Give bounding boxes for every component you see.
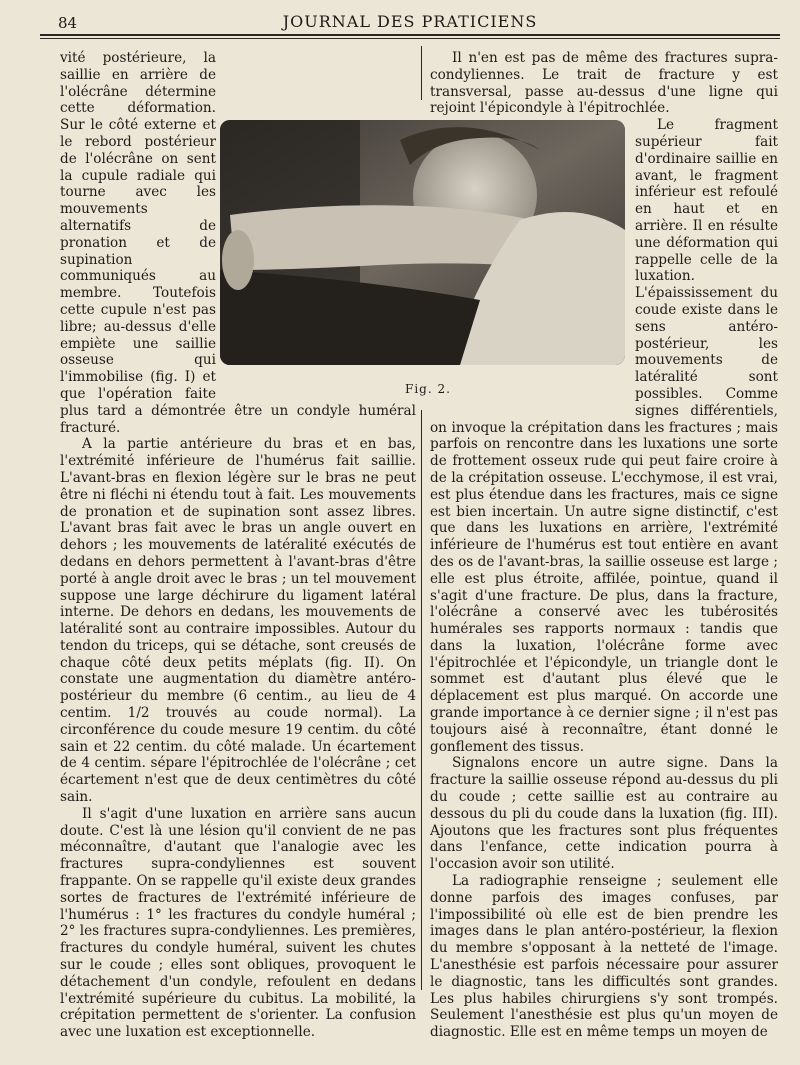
header-rule: [40, 34, 780, 36]
right-paragraph-2: Le fragment supérieur fait d'ordinaire saillie en avant, le fragment inférieur est refoulé en haut et en arrière. Il en résulte une déformation qui rappelle celle de la luxation. L'épaississement du coude existe dans le sens antéro-postérieur, les mouvements de latéralité sont possibles. Comme signes différentiels, on invoque la crépitation dans les fractures ; mais parfois on rencontre dans les luxations une sorte de frottement osseux rude qui peut faire croire à de la crépitation osseuse. L'ecchymose, il est vrai, est plus étendue dans les fractures, mais ce signe est bien incertain. Un autre signe distinctif, c'est que dans les luxations en arrière, l'extrémité inférieure de l'humérus est tout entière en avant des os de l'avant-bras, la saillie osseuse est large ; elle est plus étroite, affilée, pointue, quand il s'agit d'une fracture. De plus, dans la fracture, l'olécrâne a conservé avec les tubérosités humérales ses rapports normaux : tandis que dans la luxation, l'olécrâne forme avec l'épitrochlée et l'épicondyle, un triangle dont le sommet est d'autant plus élevé que le déplacement est plus marqué. On accorde une grande importance à ce dernier signe ; il n'est pas toujours aisé à reconnaître, étant donné le gonflement des tissus.: [430, 117, 778, 755]
left-paragraph-3: Il s'agit d'une luxation en arrière sans aucun doute. C'est là une lésion qu'il convient de ne pas méconnaître, d'autant que l'analogie avec les fractures supra-condyliennes est souvent frappante. On se rappelle qu'il existe deux grandes sortes de fractures de l'extrémité inférieure de l'humérus : 1° les fractures du condyle huméral ; 2° les fractures supra-condyliennes. Les premières, fractures du condyle huméral, suivent les chutes sur le coude ; elles sont obliques, provoquent le détachement d'un condyle, refoulent en dedans l'extrémité supérieure du cubitus. La mobilité, la crépitation permettent de s'orienter. La confusion avec une luxation est exceptionnelle.: [60, 805, 416, 1041]
right-paragraph-3: Signalons encore un autre signe. Dans la fracture la saillie osseuse répond au-dessus du pli du coude ; cette saillie est au contraire au dessous du pli du coude dans la luxation (fig. III). Ajoutons que les fractures sont plus fréquentes dans l'enfance, cette indication pourra à l'occasion avoir son utilité.: [430, 755, 778, 873]
figure-caption: Fig. 2.: [405, 382, 451, 396]
left-paragraph-2: A la partie antérieure du bras et en bas, l'extrémité inférieure de l'humérus fait saillie. L'avant-bras en flexion légère sur le bras ne peut être ni fléchi ni étendu tout à fait. Les mouvements de pronation et de supination sont assez libres. L'avant bras fait avec le bras un angle ouvert en dehors ; les mouvements de latéralité exécutés de dedans en dehors permettent à l'avant-bras d'être porté à angle droit avec le bras ; un tel mouvement suppose une large déchirure du ligament latéral interne. De dehors en dedans, les mouvements de latéralité sont au contraire impossibles. Autour du tendon du triceps, qui se détache, sont creusés de chaque côté deux petits méplats (fig. II). On constate une augmentation du diamètre antéro-postérieur du membre (6 centim., au lieu de 4 centim. 1/2 trouvés au coude normal). La circonférence du coude mesure 19 centim. du côté sain et 22 centim. du côté malade. Un écartement de 4 centim. sépare l'épitrochlée de l'olécrâne ; cet écartement n'est que de deux centimètres du côté sain.: [60, 436, 416, 806]
page-number: 84: [58, 14, 78, 32]
figure-photograph: [220, 120, 625, 365]
running-title: JOURNAL DES PRATICIENS: [282, 12, 538, 31]
patient-photo-illustration: [220, 120, 625, 365]
right-paragraph-1: Il n'en est pas de même des fractures supra-condyliennes. Le trait de fracture y est transversal, passe au-dessus d'une ligne qui rejoint l'épicondyle à l'épitrochlée.: [430, 50, 778, 117]
column-divider-top: [421, 46, 422, 100]
right-paragraph-4: La radiographie renseigne ; seulement elle donne parfois des images confuses, par l'impossibilité où elle est de bien prendre les images dans le plan antéro-postérieur, la flexion du membre s'opposant à la netteté de l'image. L'anesthésie est parfois nécessaire pour assurer le diagnostic, tans les difficultés sont grandes. Les plus habiles chirurgiens s'y sont trompés. Seulement l'anesthésie est plus qu'un moyen de diagnostic. Elle est en même temps un moyen de: [430, 873, 778, 1041]
header-rule-thin: [40, 38, 780, 39]
page-header: [40, 8, 780, 34]
left-paragraph-1: vité postérieure, la saillie en arrière de l'olécrâne détermine cette déformation. Sur le côté externe et le rebord postérieur de l'olécrâne on sent la cupule radiale qui tourne avec les mouvements alternatifs de pronation et de supination communiqués au membre. Toutefois cette cupule n'est pas libre; au-dessus d'elle empiète une saillie osseuse qui l'immobilise (fig. I) et que l'opération faite plus tard a démontrée être un condyle huméral fracturé.: [60, 50, 416, 436]
column-divider-bottom: [421, 410, 422, 990]
